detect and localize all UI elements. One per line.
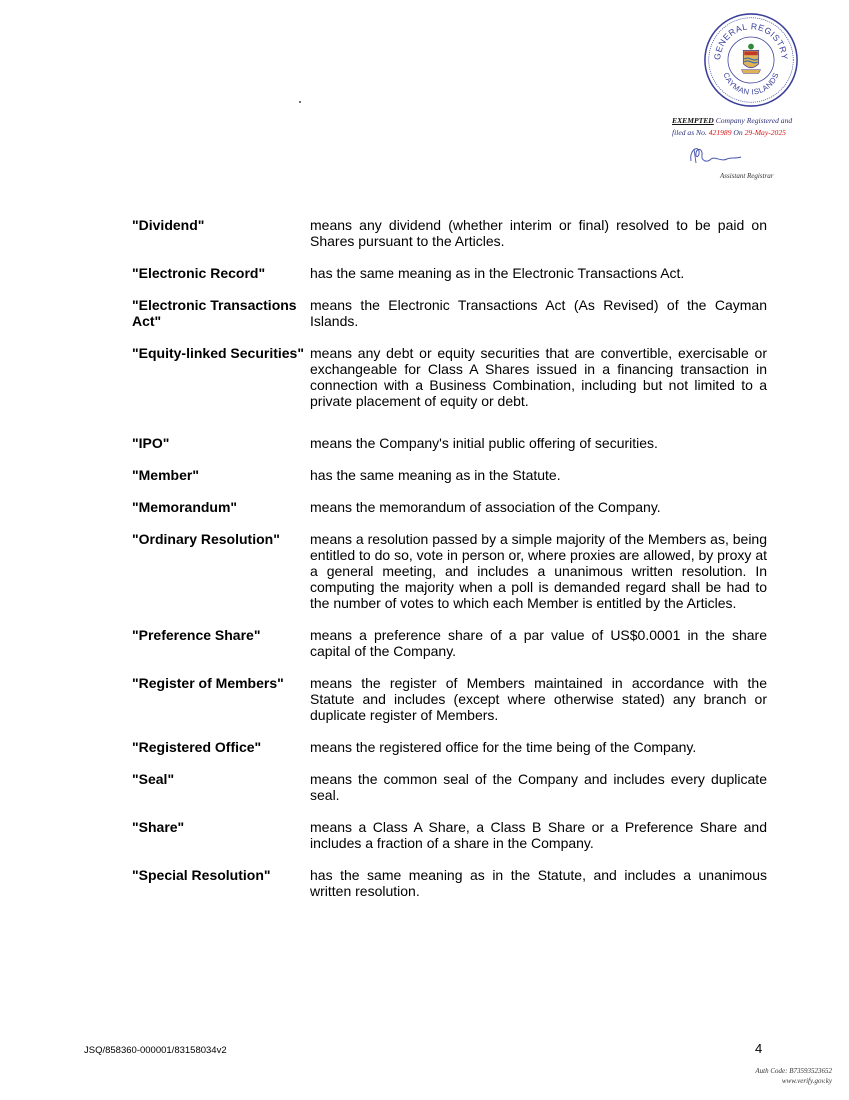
definition-row <box>132 867 766 899</box>
definition-term: "Registered Office" <box>132 739 262 755</box>
definition-row <box>132 345 766 409</box>
seal-bottom-text: CAYMAN ISLANDS <box>721 71 781 97</box>
definition-text: means the registered office for the time being of the Company. <box>310 739 697 755</box>
definition-row <box>132 297 766 329</box>
seal-top-text: GENERAL REGISTRY <box>712 21 790 61</box>
definitions-list <box>132 217 766 915</box>
definition-row <box>132 217 766 249</box>
registrar-signature <box>687 143 743 167</box>
definition-term: "Seal" <box>132 771 175 787</box>
definition-text: has the same meaning as in the Electronic Transactions Act. <box>310 265 685 281</box>
stamp-filing-number: 421989 <box>708 128 732 137</box>
definition-text: has the same meaning as in the Statute. <box>310 467 561 483</box>
definition-row <box>132 265 766 281</box>
definition-term: "Member" <box>132 467 199 483</box>
definition-row <box>132 467 766 483</box>
definition-text: means a Class A Share, a Class B Share or a Preference Share and includes a fraction of a share in the Company. <box>310 819 767 851</box>
definition-row <box>132 435 766 451</box>
definition-text: means the memorandum of association of the Company. <box>310 499 661 515</box>
definition-term: "Share" <box>132 819 185 835</box>
definition-text: means the Electronic Transactions Act (As Revised) of the Cayman Islands. <box>310 297 767 329</box>
definition-text: means the Company's initial public offering of securities. <box>310 435 658 451</box>
definition-text: means a preference share of a par value of US$0.0001 in the share capital of the Company. <box>310 627 767 659</box>
definition-text: means any debt or equity securities that are convertible, exercisable or exchangeable for Class A Shares issued in a financing transaction in connection with a Business Combination, including but not limited to a private placement of equity or debt. <box>310 345 767 409</box>
definition-row <box>132 771 766 803</box>
definition-row <box>132 499 766 515</box>
definition-text: means any dividend (whether interim or final) resolved to be paid on Shares pursuant to the Articles. <box>310 217 767 249</box>
definition-term: "Electronic Transactions Act" <box>132 297 297 329</box>
stamp-registered-text: Company Registered and <box>715 116 793 125</box>
document-reference: JSQ/858360-000001/83158034v2 <box>84 1045 227 1056</box>
definition-row <box>132 739 766 755</box>
coat-of-arms-icon <box>741 44 760 74</box>
definition-row <box>132 627 766 659</box>
definition-term: "Special Resolution" <box>132 867 271 883</box>
definition-text: has the same meaning as in the Statute, and includes a unanimous written resolution. <box>310 867 767 899</box>
definition-term: "IPO" <box>132 435 170 451</box>
stamp-on-text: On <box>733 128 743 137</box>
stamp-filed-prefix: filed as No. <box>672 128 707 137</box>
definition-term: "Ordinary Resolution" <box>132 531 280 547</box>
stamp-exempted: EXEMPTED <box>672 116 714 125</box>
page-number: 4 <box>755 1041 763 1056</box>
stamp-registrar-label: Assistant Registrar <box>720 172 774 180</box>
general-registry-seal <box>703 12 799 108</box>
auth-code: Auth Code: B73593523652 <box>755 1067 832 1075</box>
definition-text: means a resolution passed by a simple majority of the Members as, being entitled to do so, vote in person or, where proxies are allowed, by proxy at a general meeting, and includes a unanimous written resolution. In computing the majority when a poll is demanded regard shall be had to the number of votes to which each Member is entitled by the Articles. <box>310 531 767 611</box>
stamp-date: 29-May-2025 <box>744 128 786 137</box>
auth-code-block <box>755 1066 832 1086</box>
definition-term: "Dividend" <box>132 217 205 233</box>
definition-text: means the common seal of the Company and includes every duplicate seal. <box>310 771 767 803</box>
definition-term: "Electronic Record" <box>132 265 266 281</box>
stray-mark <box>299 101 301 103</box>
definition-row <box>132 819 766 851</box>
definition-term: "Memorandum" <box>132 499 238 515</box>
registration-stamp <box>672 115 842 139</box>
verify-url: www.verify.gov.ky <box>781 1077 832 1085</box>
definition-term: "Register of Members" <box>132 675 284 691</box>
definition-term: "Preference Share" <box>132 627 261 643</box>
svg-text:CAYMAN ISLANDS <box>721 71 780 96</box>
definition-row <box>132 531 766 611</box>
definition-term: "Equity-linked Securities" <box>132 345 304 361</box>
definition-row <box>132 675 766 723</box>
definition-text: means the register of Members maintained in accordance with the Statute and includes (except where otherwise stated) any branch or duplicate register of Members. <box>310 675 767 723</box>
